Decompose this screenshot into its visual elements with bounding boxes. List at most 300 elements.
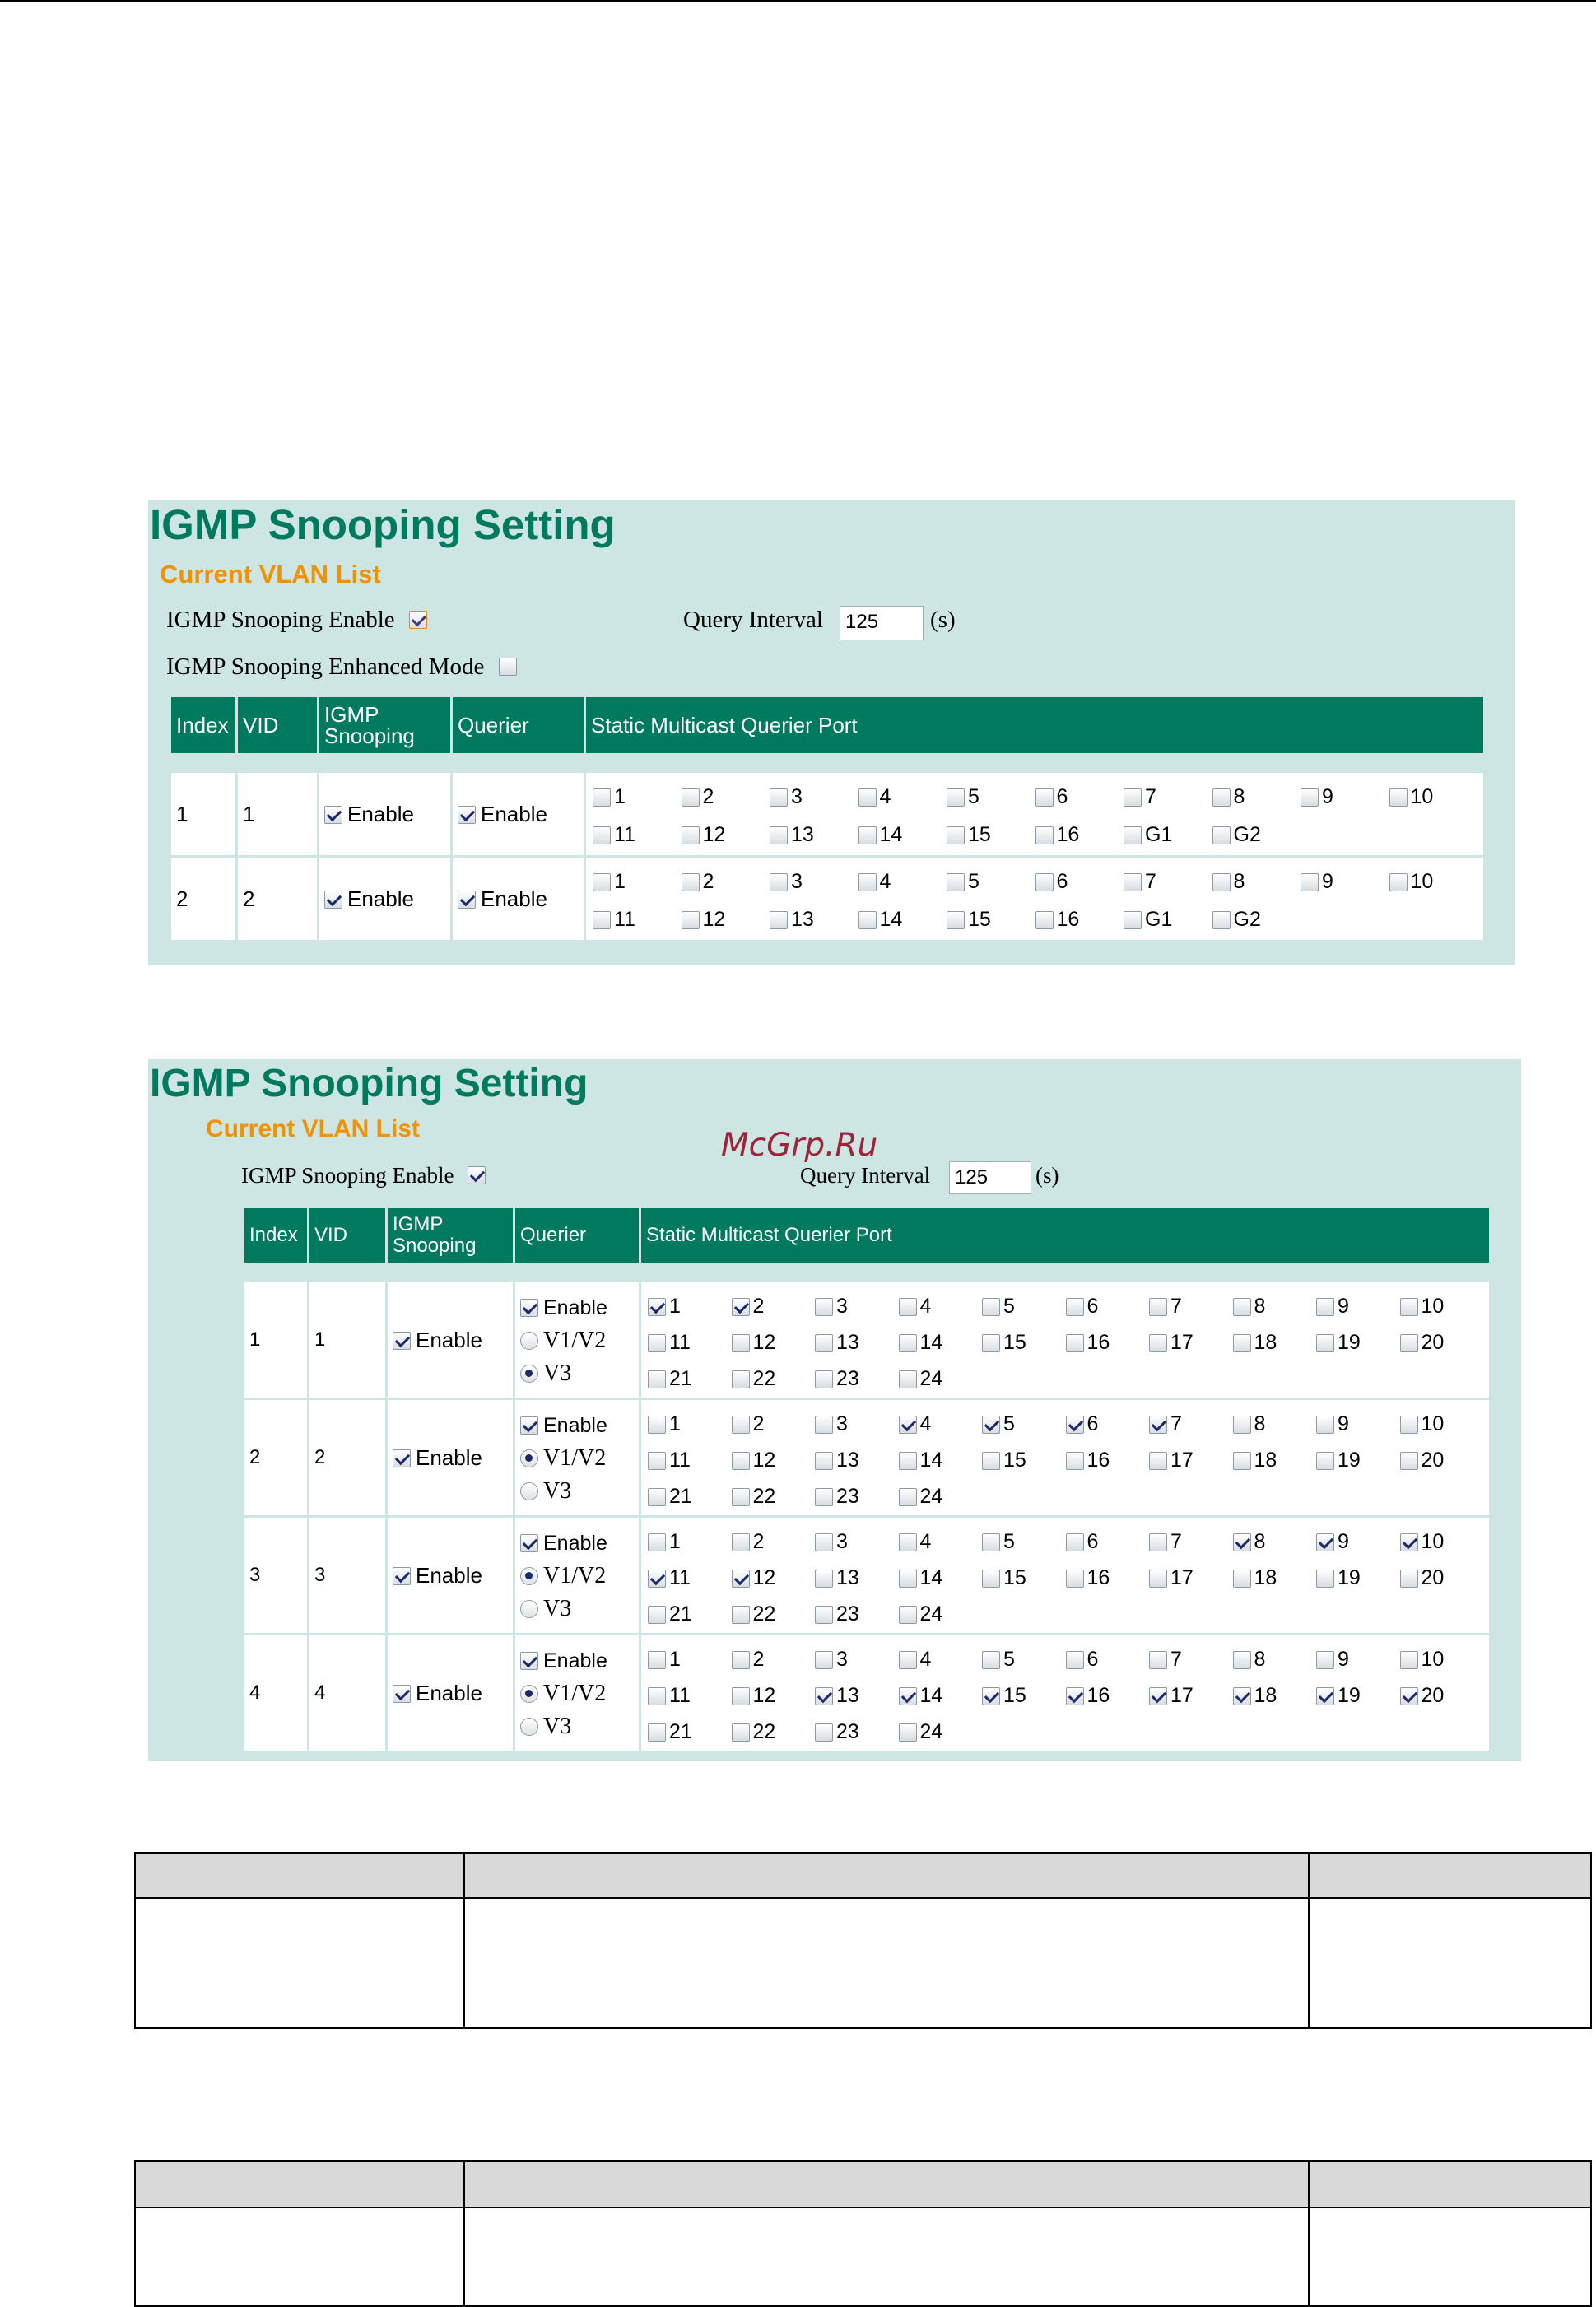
port-option — [1066, 1683, 1110, 1708]
port-18-checkbox[interactable] — [1233, 1452, 1251, 1470]
port-label: 5 — [1003, 1648, 1015, 1671]
port-option — [982, 1448, 1026, 1472]
row-ports — [586, 773, 1483, 855]
port-17-checkbox[interactable] — [1149, 1687, 1167, 1705]
port-18-checkbox[interactable] — [1233, 1570, 1251, 1588]
port-1-checkbox[interactable] — [593, 873, 611, 891]
port-6-checkbox[interactable] — [1066, 1533, 1084, 1551]
port-option — [682, 907, 726, 932]
port-8-checkbox[interactable] — [1233, 1533, 1251, 1551]
port-label: 22 — [752, 1367, 776, 1390]
snooping-checkbox[interactable] — [324, 891, 342, 909]
row-vid: 4 — [309, 1635, 385, 1751]
port-2-checkbox[interactable] — [732, 1298, 750, 1316]
port-9-checkbox[interactable] — [1316, 1651, 1334, 1669]
snooping-enable-row — [241, 1161, 486, 1189]
row-snooping — [388, 1400, 513, 1515]
querier-checkbox[interactable] — [458, 891, 476, 909]
port-10-checkbox[interactable] — [1400, 1416, 1418, 1434]
doc-table-1 — [134, 1852, 1592, 2029]
port-6-checkbox[interactable] — [1066, 1651, 1084, 1669]
querier-enable-text: Enable — [481, 801, 547, 826]
port-19-checkbox[interactable] — [1316, 1687, 1334, 1705]
port-option — [648, 1602, 692, 1626]
port-10-checkbox[interactable] — [1400, 1298, 1418, 1316]
port-label: 15 — [1003, 1449, 1026, 1472]
port-9-checkbox[interactable] — [1316, 1416, 1334, 1434]
row-ports — [586, 858, 1483, 940]
port-label: 24 — [919, 1485, 943, 1508]
version-v3-radio[interactable] — [520, 1718, 538, 1736]
port-15-checkbox[interactable] — [947, 826, 965, 844]
doc-header-cell — [464, 2161, 1309, 2207]
port-11-checkbox[interactable] — [593, 826, 611, 844]
port-21-checkbox[interactable] — [648, 1723, 666, 1742]
port-18-checkbox[interactable] — [1233, 1687, 1251, 1705]
port-7-checkbox[interactable] — [1124, 873, 1142, 891]
port-3-checkbox[interactable] — [770, 873, 788, 891]
port-g2-checkbox[interactable] — [1212, 826, 1231, 844]
enhanced-mode-checkbox[interactable] — [499, 658, 517, 676]
col-index: Index — [171, 697, 235, 753]
table-row — [171, 858, 1483, 940]
port-5-checkbox[interactable] — [982, 1298, 1000, 1316]
port-21-checkbox[interactable] — [648, 1488, 666, 1506]
port-4-checkbox[interactable] — [858, 788, 877, 807]
port-option — [1066, 1565, 1110, 1590]
port-option — [648, 1294, 681, 1319]
port-label: 12 — [752, 1684, 776, 1707]
port-2-checkbox[interactable] — [732, 1533, 750, 1551]
port-5-checkbox[interactable] — [947, 788, 965, 807]
version-v1v2-radio[interactable] — [520, 1685, 538, 1703]
port-17-checkbox[interactable] — [1149, 1570, 1167, 1588]
port-option — [1400, 1412, 1445, 1436]
port-16-checkbox[interactable] — [1066, 1334, 1084, 1352]
port-12-checkbox[interactable] — [732, 1334, 750, 1352]
port-label: 21 — [669, 1602, 692, 1626]
doc-cell — [1309, 1898, 1591, 2028]
port-option — [732, 1719, 776, 1744]
port-label: 11 — [669, 1566, 691, 1589]
port-label: 5 — [1003, 1412, 1015, 1435]
port-10-checkbox[interactable] — [1389, 873, 1408, 891]
snooping-checkbox[interactable] — [324, 806, 342, 824]
port-22-checkbox[interactable] — [732, 1488, 750, 1506]
row-ports — [641, 1518, 1489, 1633]
query-interval-label: Query Interval — [800, 1163, 931, 1188]
port-20-checkbox[interactable] — [1400, 1452, 1418, 1470]
snooping-enable-text: Enable — [416, 1680, 482, 1705]
port-label: 22 — [752, 1720, 776, 1743]
port-8-checkbox[interactable] — [1233, 1651, 1251, 1669]
port-label: 10 — [1421, 1648, 1445, 1671]
port-9-checkbox[interactable] — [1316, 1298, 1334, 1316]
version-v1v2-label: V1/V2 — [543, 1328, 607, 1353]
port-option — [1066, 1330, 1110, 1355]
querier-enable-text: Enable — [543, 1532, 607, 1555]
row-vid: 2 — [309, 1400, 385, 1515]
port-label: 18 — [1254, 1566, 1277, 1589]
port-11-checkbox[interactable] — [648, 1334, 666, 1352]
port-option — [815, 1412, 848, 1436]
port-option — [1212, 822, 1261, 847]
port-10-checkbox[interactable] — [1389, 788, 1408, 807]
port-grid — [646, 1635, 1484, 1751]
port-6-checkbox[interactable] — [1035, 873, 1054, 891]
query-interval-input[interactable]: 125 — [949, 1161, 1031, 1194]
port-label: 13 — [791, 908, 814, 931]
row-snooping — [388, 1518, 513, 1633]
port-option — [815, 1484, 859, 1509]
snooping-checkbox[interactable] — [393, 1332, 411, 1350]
port-7-checkbox[interactable] — [1124, 788, 1142, 807]
port-17-checkbox[interactable] — [1149, 1334, 1167, 1352]
port-1-checkbox[interactable] — [648, 1298, 666, 1316]
port-10-checkbox[interactable] — [1400, 1651, 1418, 1669]
port-label: 12 — [752, 1331, 776, 1354]
col-index: Index — [244, 1208, 307, 1263]
version-v3-radio[interactable] — [520, 1482, 538, 1500]
port-option — [815, 1330, 859, 1355]
port-g1-checkbox[interactable] — [1124, 826, 1142, 844]
port-14-checkbox[interactable] — [899, 1570, 917, 1588]
port-21-checkbox[interactable] — [648, 1606, 666, 1624]
port-20-checkbox[interactable] — [1400, 1334, 1418, 1352]
port-option — [1400, 1565, 1445, 1590]
port-14-checkbox[interactable] — [899, 1334, 917, 1352]
version-v3-radio[interactable] — [520, 1600, 538, 1618]
port-13-checkbox[interactable] — [770, 826, 788, 844]
port-label: 18 — [1254, 1331, 1277, 1354]
row-querier — [515, 1635, 639, 1751]
port-16-checkbox[interactable] — [1066, 1687, 1084, 1705]
snooping-enable-text: Enable — [347, 886, 414, 911]
port-14-checkbox[interactable] — [899, 1687, 917, 1705]
port-label: 13 — [836, 1331, 859, 1354]
watermark: McGrp.Ru — [721, 1127, 878, 1164]
col-vid: VID — [309, 1208, 385, 1263]
port-label: 2 — [702, 785, 714, 808]
page-title: IGMP Snooping Setting — [150, 501, 616, 548]
row-snooping — [319, 773, 450, 855]
port-option — [947, 907, 991, 932]
port-label: 11 — [669, 1684, 691, 1707]
port-option — [1316, 1529, 1349, 1554]
port-12-checkbox[interactable] — [682, 911, 700, 929]
port-label: 8 — [1254, 1295, 1266, 1318]
port-option — [947, 784, 979, 809]
port-option — [899, 1529, 932, 1554]
port-label: 7 — [1170, 1648, 1182, 1671]
version-v3-label: V3 — [543, 1360, 572, 1386]
port-label: 9 — [1338, 1648, 1349, 1671]
port-1-checkbox[interactable] — [648, 1651, 666, 1669]
port-option — [1035, 907, 1080, 932]
port-label: 10 — [1421, 1295, 1445, 1318]
doc-cell — [464, 2207, 1309, 2306]
port-14-checkbox[interactable] — [899, 1452, 917, 1470]
port-24-checkbox[interactable] — [899, 1370, 917, 1388]
port-option — [1233, 1412, 1266, 1436]
port-13-checkbox[interactable] — [815, 1452, 833, 1470]
snooping-checkbox[interactable] — [393, 1449, 411, 1467]
port-option — [1316, 1565, 1361, 1590]
port-option — [1233, 1683, 1277, 1708]
port-3-checkbox[interactable] — [815, 1533, 833, 1551]
port-13-checkbox[interactable] — [815, 1570, 833, 1588]
row-snooping — [388, 1282, 513, 1398]
port-4-checkbox[interactable] — [899, 1651, 917, 1669]
port-option — [858, 822, 903, 847]
version-v1v2-radio[interactable] — [520, 1332, 538, 1350]
vlan-list-subtitle: Current VLAN List — [206, 1115, 421, 1142]
snooping-enable-checkbox[interactable] — [409, 611, 427, 629]
port-g2-checkbox[interactable] — [1212, 911, 1231, 929]
port-option — [1124, 784, 1156, 809]
port-option — [899, 1719, 943, 1744]
row-index: 4 — [244, 1635, 307, 1751]
port-24-checkbox[interactable] — [899, 1488, 917, 1506]
port-label: 1 — [614, 870, 626, 893]
port-5-checkbox[interactable] — [982, 1416, 1000, 1434]
snooping-checkbox[interactable] — [393, 1567, 411, 1585]
port-15-checkbox[interactable] — [982, 1570, 1000, 1588]
port-option — [648, 1330, 691, 1355]
port-option — [1066, 1647, 1099, 1672]
port-8-checkbox[interactable] — [1233, 1298, 1251, 1316]
port-option — [682, 869, 714, 894]
spacer — [171, 756, 1483, 770]
port-label: 11 — [614, 908, 635, 931]
port-2-checkbox[interactable] — [732, 1416, 750, 1434]
querier-enable-text: Enable — [481, 886, 547, 911]
port-23-checkbox[interactable] — [815, 1488, 833, 1506]
port-22-checkbox[interactable] — [732, 1723, 750, 1742]
port-option — [1400, 1294, 1445, 1319]
table-header — [171, 697, 1483, 753]
querier-checkbox[interactable] — [520, 1534, 538, 1552]
port-23-checkbox[interactable] — [815, 1606, 833, 1624]
port-g1-checkbox[interactable] — [1124, 911, 1142, 929]
query-interval-input[interactable]: 125 — [840, 606, 924, 640]
snooping-enable-checkbox[interactable] — [468, 1166, 486, 1184]
port-option — [593, 784, 626, 809]
port-9-checkbox[interactable] — [1301, 873, 1319, 891]
port-15-checkbox[interactable] — [947, 911, 965, 929]
port-19-checkbox[interactable] — [1316, 1570, 1334, 1588]
query-interval-unit: (s) — [930, 607, 956, 633]
port-option — [1124, 907, 1172, 932]
port-20-checkbox[interactable] — [1400, 1687, 1418, 1705]
doc-header-cell — [135, 1853, 464, 1898]
port-4-checkbox[interactable] — [858, 873, 877, 891]
port-12-checkbox[interactable] — [732, 1452, 750, 1470]
table-row — [244, 1635, 1489, 1751]
querier-checkbox[interactable] — [520, 1299, 538, 1317]
port-option — [815, 1294, 848, 1319]
port-3-checkbox[interactable] — [815, 1416, 833, 1434]
port-1-checkbox[interactable] — [648, 1416, 666, 1434]
port-14-checkbox[interactable] — [858, 911, 877, 929]
port-option — [593, 907, 635, 932]
port-label: 3 — [836, 1295, 848, 1318]
port-22-checkbox[interactable] — [732, 1370, 750, 1388]
port-7-checkbox[interactable] — [1149, 1533, 1167, 1551]
port-19-checkbox[interactable] — [1316, 1334, 1334, 1352]
port-4-checkbox[interactable] — [899, 1416, 917, 1434]
port-label: 6 — [1056, 785, 1068, 808]
port-6-checkbox[interactable] — [1035, 788, 1054, 807]
port-label: G1 — [1145, 908, 1173, 931]
port-12-checkbox[interactable] — [682, 826, 700, 844]
port-option — [1035, 784, 1068, 809]
port-label: 16 — [1086, 1566, 1110, 1589]
port-7-checkbox[interactable] — [1149, 1298, 1167, 1316]
port-option — [732, 1294, 765, 1319]
port-option — [1316, 1330, 1361, 1355]
version-v3-label: V3 — [543, 1714, 572, 1739]
port-label: 7 — [1170, 1295, 1182, 1318]
port-label: 15 — [1003, 1331, 1026, 1354]
port-label: 9 — [1322, 785, 1333, 808]
port-23-checkbox[interactable] — [815, 1370, 833, 1388]
port-9-checkbox[interactable] — [1316, 1533, 1334, 1551]
port-4-checkbox[interactable] — [899, 1298, 917, 1316]
port-20-checkbox[interactable] — [1400, 1570, 1418, 1588]
port-24-checkbox[interactable] — [899, 1606, 917, 1624]
doc-cell — [1309, 2207, 1591, 2306]
snooping-checkbox[interactable] — [393, 1685, 411, 1703]
port-option — [1066, 1529, 1099, 1554]
port-7-checkbox[interactable] — [1149, 1651, 1167, 1669]
version-v1v2-radio[interactable] — [520, 1449, 538, 1467]
port-label: 5 — [968, 870, 979, 893]
port-13-checkbox[interactable] — [815, 1687, 833, 1705]
port-6-checkbox[interactable] — [1066, 1416, 1084, 1434]
port-option — [732, 1529, 765, 1554]
port-label: 8 — [1254, 1412, 1266, 1435]
port-1-checkbox[interactable] — [648, 1533, 666, 1551]
port-option — [1124, 822, 1172, 847]
port-6-checkbox[interactable] — [1066, 1298, 1084, 1316]
port-label: 3 — [791, 785, 803, 808]
querier-checkbox[interactable] — [520, 1652, 538, 1670]
port-option — [899, 1330, 943, 1355]
port-14-checkbox[interactable] — [858, 826, 877, 844]
port-option — [732, 1366, 776, 1391]
port-1-checkbox[interactable] — [593, 788, 611, 807]
port-24-checkbox[interactable] — [899, 1723, 917, 1742]
port-7-checkbox[interactable] — [1149, 1416, 1167, 1434]
port-option — [648, 1484, 692, 1509]
row-snooping — [388, 1635, 513, 1751]
port-option — [858, 869, 891, 894]
port-13-checkbox[interactable] — [770, 911, 788, 929]
port-option — [899, 1294, 932, 1319]
port-16-checkbox[interactable] — [1035, 826, 1054, 844]
port-11-checkbox[interactable] — [648, 1452, 666, 1470]
port-label: 7 — [1170, 1412, 1182, 1435]
version-v3-radio[interactable] — [520, 1365, 538, 1383]
port-16-checkbox[interactable] — [1035, 911, 1054, 929]
port-15-checkbox[interactable] — [982, 1687, 1000, 1705]
port-2-checkbox[interactable] — [682, 873, 700, 891]
port-18-checkbox[interactable] — [1233, 1334, 1251, 1352]
port-2-checkbox[interactable] — [732, 1651, 750, 1669]
port-19-checkbox[interactable] — [1316, 1452, 1334, 1470]
port-12-checkbox[interactable] — [732, 1570, 750, 1588]
port-5-checkbox[interactable] — [982, 1651, 1000, 1669]
version-v1v2-radio[interactable] — [520, 1567, 538, 1585]
port-8-checkbox[interactable] — [1212, 873, 1231, 891]
row-index: 3 — [244, 1518, 307, 1633]
port-22-checkbox[interactable] — [732, 1606, 750, 1624]
port-option — [947, 822, 991, 847]
port-grid — [591, 773, 1478, 855]
port-11-checkbox[interactable] — [648, 1687, 666, 1705]
port-option — [1301, 784, 1333, 809]
port-label: 15 — [968, 908, 991, 931]
port-label: 19 — [1338, 1566, 1361, 1589]
port-label: 12 — [752, 1449, 776, 1472]
port-16-checkbox[interactable] — [1066, 1570, 1084, 1588]
port-3-checkbox[interactable] — [770, 788, 788, 807]
port-3-checkbox[interactable] — [815, 1298, 833, 1316]
port-15-checkbox[interactable] — [982, 1334, 1000, 1352]
port-5-checkbox[interactable] — [982, 1533, 1000, 1551]
port-5-checkbox[interactable] — [947, 873, 965, 891]
port-11-checkbox[interactable] — [593, 911, 611, 929]
port-12-checkbox[interactable] — [732, 1687, 750, 1705]
row-index: 1 — [244, 1282, 307, 1398]
port-9-checkbox[interactable] — [1301, 788, 1319, 807]
port-21-checkbox[interactable] — [648, 1370, 666, 1388]
table-row — [171, 773, 1483, 855]
port-13-checkbox[interactable] — [815, 1334, 833, 1352]
port-option — [648, 1565, 691, 1590]
port-option — [1400, 1647, 1445, 1672]
port-label: 14 — [919, 1449, 943, 1472]
port-10-checkbox[interactable] — [1400, 1533, 1418, 1551]
port-label: 13 — [836, 1449, 859, 1472]
port-option — [899, 1448, 943, 1472]
port-3-checkbox[interactable] — [815, 1651, 833, 1669]
port-15-checkbox[interactable] — [982, 1452, 1000, 1470]
port-16-checkbox[interactable] — [1066, 1452, 1084, 1470]
port-option — [1233, 1448, 1277, 1472]
row-ports — [641, 1635, 1489, 1751]
port-label: 3 — [791, 870, 803, 893]
table-row — [244, 1400, 1489, 1515]
port-23-checkbox[interactable] — [815, 1723, 833, 1742]
port-option — [858, 784, 891, 809]
port-8-checkbox[interactable] — [1233, 1416, 1251, 1434]
querier-checkbox[interactable] — [458, 806, 476, 824]
port-11-checkbox[interactable] — [648, 1570, 666, 1588]
doc-cell — [464, 1898, 1309, 2028]
port-option — [1212, 907, 1261, 932]
port-option — [770, 784, 803, 809]
port-8-checkbox[interactable] — [1212, 788, 1231, 807]
port-17-checkbox[interactable] — [1149, 1452, 1167, 1470]
port-option — [1212, 784, 1245, 809]
port-option — [1149, 1330, 1194, 1355]
port-option — [648, 1683, 691, 1708]
querier-checkbox[interactable] — [520, 1416, 538, 1435]
port-4-checkbox[interactable] — [899, 1533, 917, 1551]
port-2-checkbox[interactable] — [682, 788, 700, 807]
